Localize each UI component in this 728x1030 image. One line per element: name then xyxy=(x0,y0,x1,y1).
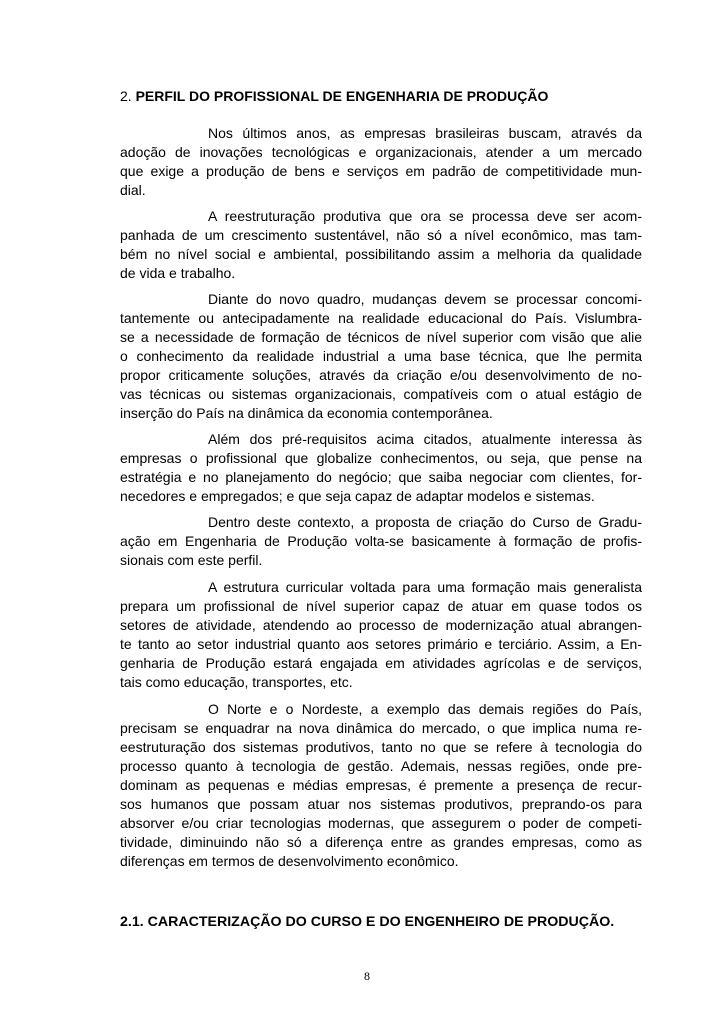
paragraph-line: empresas o profissional que globalize conhecimentos, ou seja, que pense na xyxy=(120,450,642,466)
paragraph-line: inserção do País na dinâmica da economia contemporânea. xyxy=(120,405,493,421)
paragraph-line: tais como educação, transportes, etc. xyxy=(120,674,353,690)
paragraph-line: diferenças em termos de desenvolvimento econômico. xyxy=(120,853,459,869)
paragraph-line: panhada de um crescimento sustentável, não só a nível econômico, mas tam- xyxy=(120,227,642,243)
paragraph-line: adoção de inovações tecnológicas e organizacionais, atender a um mercado xyxy=(120,144,642,160)
paragraph-line: tividade, diminuindo não só a diferença entre as grandes empresas, como as xyxy=(120,834,642,850)
paragraph-line: o conhecimento da realidade industrial a uma base técnica, que lhe permita xyxy=(120,348,642,364)
paragraph-line: A estrutura curricular voltada para uma formação mais generalista xyxy=(208,579,642,595)
paragraph-line: se a necessidade de formação de técnicos de nível superior com visão que alie xyxy=(120,329,642,345)
paragraph-line: te tanto ao setor industrial quanto aos setores primário e terciário. Assim, a En- xyxy=(120,636,642,652)
paragraph xyxy=(120,290,642,423)
section-number: 2. xyxy=(120,88,132,104)
paragraph-line: eestruturação dos sistemas produtivos, tanto no que se refere à tecnologia do xyxy=(120,739,642,755)
section-heading xyxy=(120,87,620,106)
paragraph-line: prepara um profissional de nível superior capaz de atuar em quase todos os xyxy=(120,598,642,614)
section-title: PERFIL DO PROFISSIONAL DE ENGENHARIA DE PRODUÇÃO xyxy=(135,88,549,104)
paragraph-line: setores de atividade, atendendo ao processo de modernização atual abrangen- xyxy=(120,617,642,633)
paragraph-line: processo quanto à tecnologia de gestão. Ademais, nessas regiões, onde pre- xyxy=(120,758,642,774)
paragraph-line: vas técnicas ou sistemas organizacionais, compatíveis com o atual estágio de xyxy=(120,386,642,402)
paragraph-line: dominam as pequenas e médias empresas, é premente a presença de recur- xyxy=(120,777,642,793)
paragraph-line: precisam se enquadrar na nova dinâmica do mercado, o que implica numa re- xyxy=(120,720,642,736)
paragraph xyxy=(120,513,642,570)
paragraph-line: A reestruturação produtiva que ora se processa deve ser acom- xyxy=(208,208,642,224)
paragraph-line: Dentro deste contexto, a proposta de criação do Curso de Gradu- xyxy=(208,514,642,530)
paragraph xyxy=(120,578,642,692)
subsection-heading: 2.1. CARACTERIZAÇÃO DO CURSO E DO ENGENHEIRO DE PRODUÇÃO. xyxy=(120,914,615,930)
paragraph-line: O Norte e o Nordeste, a exemplo das demais regiões do País, xyxy=(208,701,642,717)
paragraph-line: bém no nível social e ambiental, possibilitando assim a melhoria da qualidade xyxy=(120,246,642,262)
paragraph-line: Nos últimos anos, as empresas brasileiras buscam, através da xyxy=(208,125,642,141)
paragraph-line: ação em Engenharia de Produção volta-se basicamente à formação de profis- xyxy=(120,533,642,549)
paragraph xyxy=(120,207,642,283)
paragraph xyxy=(120,700,642,871)
paragraph-line: Além dos pré-requisitos acima citados, atualmente interessa às xyxy=(208,431,642,447)
paragraph-line: tantemente ou antecipadamente na realidade educacional do País. Vislumbra- xyxy=(120,310,642,326)
page-number: 8 xyxy=(364,969,370,983)
paragraph-line: propor criticamente soluções, através da criação e/ou desenvolvimento de no- xyxy=(120,367,642,383)
paragraph-line: Diante do novo quadro, mudanças devem se processar concomi- xyxy=(208,291,642,307)
paragraph-line: necedores e empregados; e que seja capaz de adaptar modelos e sistemas. xyxy=(120,488,595,504)
paragraph-line: absorver e/ou criar tecnologias modernas, que assegurem o poder de competi- xyxy=(120,815,642,831)
paragraph-line: genharia de Produção estará engajada em atividades agrícolas e de serviços, xyxy=(120,655,642,671)
paragraph xyxy=(120,124,642,200)
paragraph-line: que exige a produção de bens e serviços em padrão de competitividade mun- xyxy=(120,163,642,179)
paragraph-line: sos humanos que possam atuar nos sistemas produtivos, preprando-os para xyxy=(120,796,642,812)
paragraph xyxy=(120,430,642,506)
paragraph-line: sionais com este perfil. xyxy=(120,552,263,568)
paragraph-line: de vida e trabalho. xyxy=(120,265,236,281)
paragraph-line: dial. xyxy=(120,182,146,198)
paragraph-line: estratégia e no planejamento do negócio; que saiba negociar com clientes, for- xyxy=(120,469,642,485)
